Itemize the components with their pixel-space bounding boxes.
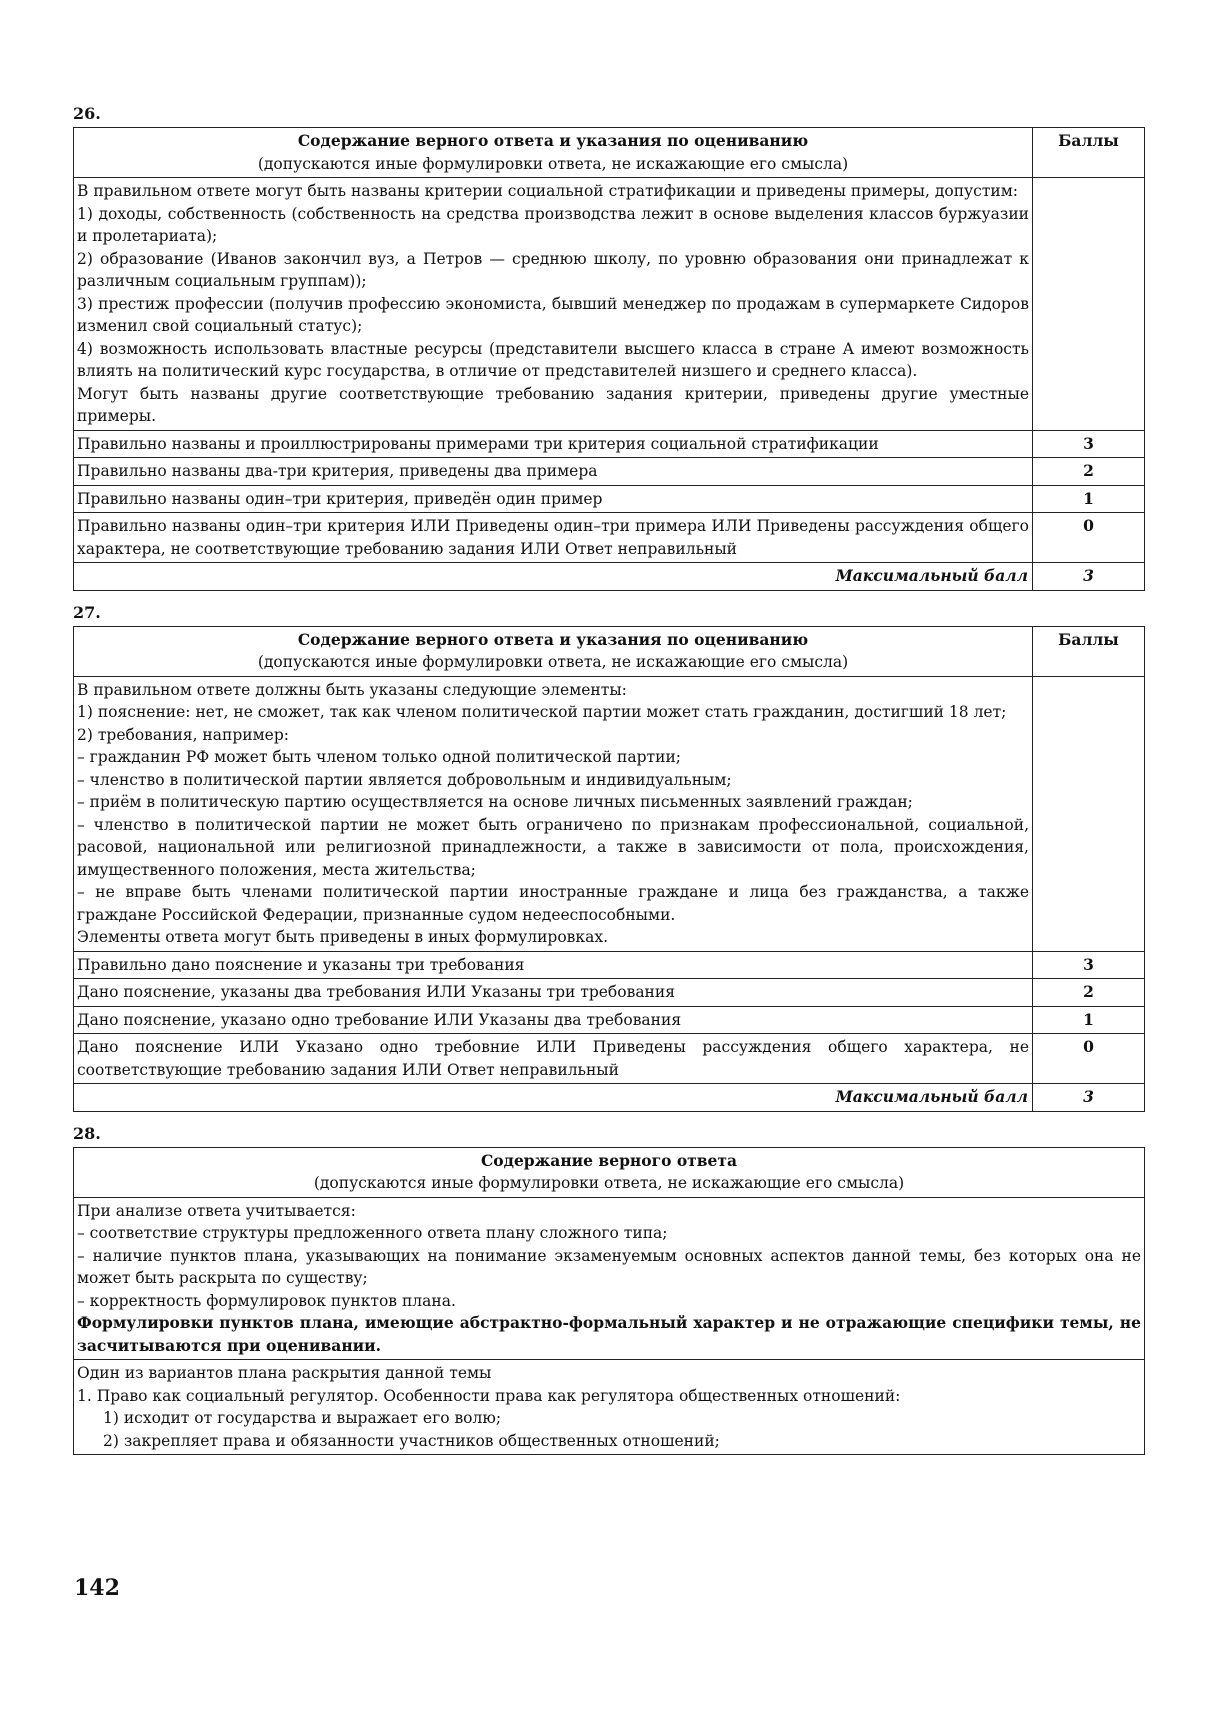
empty-score-cell	[1033, 676, 1145, 951]
table-header-row	[74, 626, 1145, 676]
criteria-text: Дано пояснение, указано одно требование ИЛИ Указаны два требования	[74, 1006, 1033, 1034]
criteria-points: 2	[1033, 979, 1145, 1007]
question-28-number: 28.	[73, 1123, 101, 1143]
table-header-row	[74, 1147, 1145, 1197]
criteria-points: 1	[1033, 1006, 1145, 1034]
content-line: В правильном ответе могут быть названы критерии социальной стратификации и приведены примеры, допустим:	[77, 182, 1019, 200]
header-subtitle: (допускаются иные формулировки ответа, не искажающие его смысла)	[313, 1174, 905, 1192]
analysis-line: – корректность формулировок пунктов плана.	[77, 1291, 456, 1310]
header-cell	[74, 626, 1033, 676]
answer-key-page	[73, 104, 1145, 1455]
criteria-row	[74, 485, 1145, 513]
content-line: 1) доходы, собственность (собственность на средства производства лежит в основе выделения классов буржуазии и пролетариата);	[77, 204, 1029, 245]
criteria-row	[74, 430, 1145, 458]
analysis-line: – соответствие структуры предложенного ответа плану сложного типа;	[77, 1224, 668, 1242]
criteria-points: 3	[1033, 430, 1145, 458]
max-score-value: 3	[1033, 563, 1145, 591]
criteria-points: 3	[1033, 951, 1145, 979]
analysis-line: – наличие пунктов плана, указывающих на понимание экзаменуемым основных аспектов данной темы, без которых она не может быть раскрыта по существу;	[77, 1246, 1141, 1287]
analysis-cell	[74, 1197, 1145, 1360]
criteria-row	[74, 513, 1145, 563]
max-score-row	[74, 563, 1145, 591]
content-line: 1) пояснение: нет, не сможет, так как членом политической партии может стать гражданин, достигший 18 лет;	[77, 703, 1007, 721]
content-line: В правильном ответе должны быть указаны следующие элементы:	[77, 680, 627, 699]
criteria-row	[74, 1034, 1145, 1084]
table-header-row	[74, 128, 1145, 178]
criteria-row	[74, 1006, 1145, 1034]
header-subtitle: (допускаются иные формулировки ответа, не искажающие его смысла)	[257, 154, 849, 173]
criteria-text: Правильно названы один–три критерия, приведён один пример	[74, 485, 1033, 513]
content-line: – не вправе быть членами политической партии иностранные граждане и лица без гражданства, а также граждане Российской Федерации, признанные судом недееспособными.	[77, 883, 1029, 924]
analysis-bold-note: Формулировки пунктов плана, имеющие абстрактно-формальный характер и не отражающие специфики темы, не засчитываются при оценивании.	[77, 1313, 1141, 1355]
plan-cell	[74, 1360, 1145, 1455]
criteria-text: Правильно названы один–три критерия ИЛИ Приведены один–три примера ИЛИ Приведены рассуждения общего характера, не соответствующие требованию задания ИЛИ Ответ неправильный	[74, 513, 1033, 563]
criteria-points: 0	[1033, 513, 1145, 563]
content-row	[74, 676, 1145, 951]
analysis-line: При анализе ответа учитывается:	[77, 1201, 356, 1220]
plan-line: 1. Право как социальный регулятор. Особенности права как регулятора общественных отношений:	[77, 1386, 901, 1405]
question-27-table	[73, 626, 1145, 1112]
plan-subpoint: 1) исходит от государства и выражает его волю;	[103, 1409, 502, 1427]
question-26-table	[73, 127, 1145, 591]
criteria-row	[74, 951, 1145, 979]
header-cell	[74, 128, 1033, 178]
criteria-row	[74, 458, 1145, 486]
content-line: – приём в политическую партию осуществляется на основе личных письменных заявлений граждан;	[77, 793, 913, 811]
content-line: – членство в политической партии не может быть ограничено по признакам профессиональной, социальной, расовой, национальной или религиозной принадлежности, а также в зависимости от пола, происхождения, имущественного положения, места жительства;	[77, 815, 1029, 879]
content-line: – членство в политической партии является добровольным и индивидуальным;	[77, 770, 732, 789]
content-line: 4) возможность использовать властные ресурсы (представители высшего класса в стране А имеют возможность влиять на политический курс государства, в отличие от представителей низшего и среднего класса).	[77, 339, 1029, 380]
content-row	[74, 178, 1145, 431]
criteria-text: Правильно дано пояснение и указаны три требования	[74, 951, 1033, 979]
max-score-row	[74, 1084, 1145, 1112]
content-cell	[74, 676, 1033, 951]
header-title: Содержание верного ответа и указания по оцениванию	[297, 131, 809, 150]
content-line: 2) образование (Иванов закончил вуз, а Петров — среднюю школу, по уровню образования они принадлежат к различным социальным группам));	[77, 249, 1029, 290]
criteria-points: 1	[1033, 485, 1145, 513]
question-26-number: 26.	[73, 104, 101, 123]
content-line: 3) престиж профессии (получив профессию экономиста, бывший менеджер по продажам в супермаркете Сидоров изменил свой социальный статус);	[77, 294, 1029, 335]
header-subtitle: (допускаются иные формулировки ответа, не искажающие его смысла)	[257, 653, 849, 671]
criteria-text: Правильно названы два-три критерия, приведены два примера	[74, 458, 1033, 486]
criteria-text: Правильно названы и проиллюстрированы примерами три критерия социальной стратификации	[74, 430, 1033, 458]
plan-subpoint: 2) закрепляет права и обязанности участников общественных отношений;	[103, 1431, 720, 1450]
content-cell	[74, 178, 1033, 431]
question-27-number: 27.	[73, 602, 101, 622]
criteria-text: Дано пояснение ИЛИ Указано одно требовние ИЛИ Приведены рассуждения общего характера, не соответствующие требованию задания ИЛИ Ответ неправильный	[74, 1034, 1033, 1084]
score-header: Баллы	[1033, 626, 1145, 676]
content-line: – гражданин РФ может быть членом только одной политической партии;	[77, 748, 682, 766]
criteria-text: Дано пояснение, указаны два требования ИЛИ Указаны три требования	[74, 979, 1033, 1007]
empty-score-cell	[1033, 178, 1145, 431]
analysis-row	[74, 1197, 1145, 1360]
criteria-points: 2	[1033, 458, 1145, 486]
criteria-row	[74, 979, 1145, 1007]
header-cell	[74, 1147, 1145, 1197]
content-line: Элементы ответа могут быть приведены в иных формулировках.	[77, 928, 608, 946]
max-score-value: 3	[1033, 1084, 1145, 1112]
question-28-table	[73, 1147, 1145, 1456]
header-title: Содержание верного ответа	[480, 1150, 738, 1170]
score-header: Баллы	[1033, 128, 1145, 178]
max-score-label: Максимальный балл	[74, 1084, 1033, 1112]
content-line: 2) требования, например:	[77, 725, 289, 744]
header-title: Содержание верного ответа и указания по оцениванию	[297, 629, 809, 649]
plan-row	[74, 1360, 1145, 1455]
criteria-points: 0	[1033, 1034, 1145, 1084]
page-number: 142	[74, 1575, 120, 1601]
content-line: Могут быть названы другие соответствующие требованию задания критерии, приведены другие уместные примеры.	[77, 384, 1029, 425]
plan-line: Один из вариантов плана раскрытия данной темы	[77, 1364, 492, 1382]
max-score-label: Максимальный балл	[74, 563, 1033, 591]
